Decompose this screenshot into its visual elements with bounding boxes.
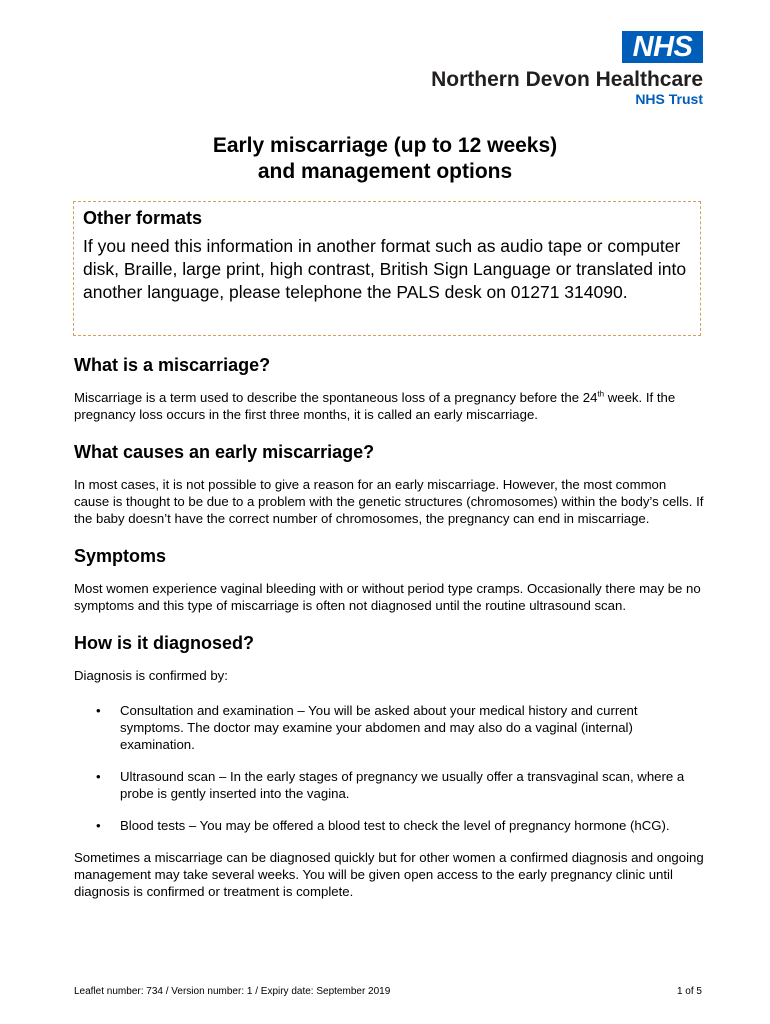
list-item — [74, 702, 704, 753]
section-heading: What is a miscarriage? — [74, 355, 271, 375]
document-body — [74, 354, 704, 918]
list-item — [74, 817, 704, 834]
title-line-2: and management options — [257, 160, 513, 183]
list-item-text: Blood tests – You may be offered a blood test to check the level of pregnancy hormone (hCG). — [120, 818, 670, 833]
superscript: th — [597, 389, 605, 399]
list-item-text: Ultrasound scan – In the early stages of pregnancy we usually offer a transvaginal scan, where a probe is gently inserted into the vagina. — [120, 769, 685, 801]
section-paragraph: In most cases, it is not possible to give a reason for an early miscarriage. However, the most common cause is thought to be due to a problem with the genetic structures (chromosomes) within the body’s cells. If the baby doesn’t have the correct number of chromosomes, the pregnancy can end in miscarriage. — [74, 477, 704, 526]
paragraph-text: Miscarriage is a term used to describe the spontaneous loss of a pregnancy before the 24 — [74, 390, 598, 405]
bullet-icon: • — [96, 818, 101, 833]
section-what-is — [74, 354, 704, 423]
section-heading: What causes an early miscarriage? — [74, 442, 375, 462]
section-paragraph — [74, 389, 704, 423]
section-symptoms — [74, 545, 704, 614]
paragraph-text: week. If the pregnancy loss occurs in the first three months, it is called an early miscarriage. — [74, 390, 676, 422]
section-diagnosis — [74, 632, 704, 900]
nhs-logo: NHS — [622, 31, 703, 63]
title-line-1: Early miscarriage (up to 12 weeks) — [212, 134, 558, 157]
organisation-name: Northern Devon Healthcare — [431, 68, 703, 91]
page-title — [0, 133, 770, 185]
section-paragraph: Sometimes a miscarriage can be diagnosed quickly but for other women a confirmed diagnosis and ongoing management may take several weeks. You will be given open access to the early pregnancy clinic until diagnosis is confirmed or treatment is complete. — [74, 850, 704, 899]
other-formats-box — [73, 201, 701, 336]
list-item-text: Consultation and examination – You will be asked about your medical history and current symptoms. The doctor may examine your abdomen and may also do a vaginal (internal) examination. — [120, 703, 638, 752]
footer-leaflet-info: Leaflet number: 734 / Version number: 1 / Expiry date: September 2019 — [74, 986, 391, 997]
organisation-subtitle: NHS Trust — [635, 91, 703, 107]
section-heading: Symptoms — [74, 546, 167, 566]
other-formats-text: If you need this information in another format such as audio tape or computer disk, Braille, large print, high contrast, British Sign Language or translated into another language, please telephone the PALS desk on 01271 314090. — [83, 236, 687, 302]
bullet-icon: • — [96, 703, 101, 718]
section-causes — [74, 441, 704, 527]
section-heading: How is it diagnosed? — [74, 633, 255, 653]
section-paragraph: Diagnosis is confirmed by: — [74, 668, 228, 683]
footer-page-number: 1 of 5 — [676, 986, 702, 997]
diagnosis-list — [74, 702, 704, 834]
section-paragraph: Most women experience vaginal bleeding with or without period type cramps. Occasionally there may be no symptoms and this type of miscarriage is often not diagnosed until the routine ultrasound scan. — [74, 581, 701, 613]
list-item — [74, 768, 704, 802]
bullet-icon: • — [96, 769, 101, 784]
other-formats-heading: Other formats — [83, 208, 203, 228]
